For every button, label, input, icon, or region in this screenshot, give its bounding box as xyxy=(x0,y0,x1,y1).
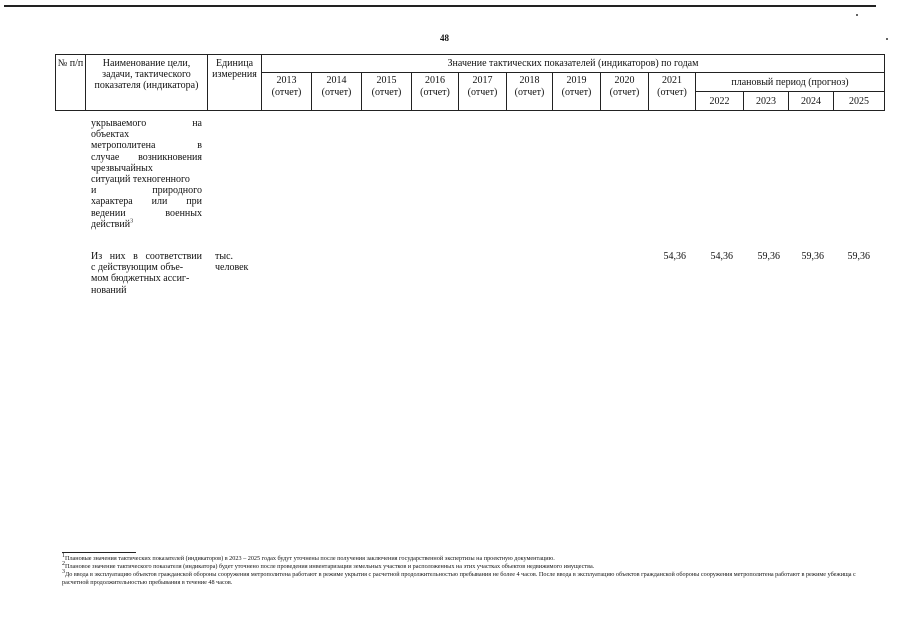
name-word: характера xyxy=(91,196,133,208)
name-word: военных xyxy=(165,207,202,219)
header-year-label: 2014 xyxy=(326,75,347,86)
page-number: 48 xyxy=(440,33,449,43)
header-plan-year-2023: 2023 xyxy=(744,92,789,111)
footnote-separator xyxy=(62,552,136,553)
name-line xyxy=(91,219,202,230)
header-year-note: (отчет) xyxy=(321,87,352,98)
header-year-2013 xyxy=(262,73,312,111)
footnote-2: $^2$Плановое значение тактического показателя (индикатора) будет уточнено после проведения инвентаризации земельных участков и расположенных на этих участках объектов недвижимого имущества. xyxy=(62,560,595,570)
header-year-note: (отчет) xyxy=(657,87,687,98)
name-line xyxy=(91,273,202,284)
header-col-number: № п/п xyxy=(56,55,86,111)
scan-speck xyxy=(886,38,888,40)
name-word: случае xyxy=(91,151,120,163)
name-line xyxy=(91,129,202,140)
header-year-label: 2013 xyxy=(276,75,297,86)
header-year-note: (отчет) xyxy=(467,87,498,98)
header-year-label: 2021 xyxy=(662,75,682,86)
name-word: на xyxy=(192,118,202,129)
name-line xyxy=(91,285,202,296)
value-2025: 59,36 xyxy=(847,251,870,262)
header-year-2020 xyxy=(601,73,649,111)
footnote-3: $^3$До ввода в эксплуатацию объектов гражданской обороны сооружения метрополитена работают в режиме укрытия с расчетной продолжительностью пребывания не более 4 часов. После ввода в эксплуатацию объектов гражданской обороны сооружения метрополитена работают в режиме убежища с расчетной продолжительностью пребывания в течение 48 часов. xyxy=(62,568,856,586)
header-year-note: (отчет) xyxy=(514,87,545,98)
name-word: объектах xyxy=(91,129,130,141)
header-year-2019 xyxy=(553,73,601,111)
name-word: с действующим объе- xyxy=(91,262,184,274)
value-2022: 54,36 xyxy=(710,251,733,262)
name-word: мом бюджетных ассиг- xyxy=(91,273,190,285)
footnote-1: $^1$Плановые значения тактических показателей (индикаторов) в 2023 – 2025 годах будут уточнены после получения заключения государственной экспертизы на проектную документацию. xyxy=(62,552,555,562)
header-year-2017 xyxy=(459,73,507,111)
name-line xyxy=(91,208,202,219)
header-year-label: 2015 xyxy=(376,75,397,86)
header-year-note: (отчет) xyxy=(371,87,402,98)
name-word: ситуаций техногенного xyxy=(91,174,190,186)
name-word: или xyxy=(151,196,168,208)
name-word: Из xyxy=(91,251,103,262)
header-plan-year-2022: 2022 xyxy=(696,92,744,111)
name-word: нований xyxy=(91,284,127,296)
indicators-table-header xyxy=(55,54,885,111)
name-word: возникновения xyxy=(138,151,202,163)
header-col-name: Наименование цели, задачи, тактического показателя (индикатора) xyxy=(86,55,208,111)
header-plan-year-2025: 2025 xyxy=(834,92,885,111)
indicator-unit: тыс. человек xyxy=(215,251,249,274)
header-year-2018 xyxy=(507,73,553,111)
header-year-2014 xyxy=(312,73,362,111)
header-year-note: (отчет) xyxy=(271,87,302,98)
name-word: в xyxy=(133,251,138,262)
name-line xyxy=(91,251,202,262)
header-year-2021 xyxy=(649,73,696,111)
value-2024: 59,36 xyxy=(801,251,824,262)
header-year-label: 2020 xyxy=(614,75,635,86)
name-word: ведении xyxy=(91,207,126,219)
header-plan-period: плановый период (прогноз) xyxy=(696,73,885,92)
name-line xyxy=(91,174,202,185)
name-word: природного xyxy=(152,185,202,197)
header-year-label: 2019 xyxy=(566,75,587,86)
value-2023: 59,36 xyxy=(757,251,780,262)
name-word: при xyxy=(186,196,202,208)
name-line xyxy=(91,163,202,174)
footnote-mark: 3 xyxy=(130,218,134,225)
header-plan-year-2024: 2024 xyxy=(789,92,834,111)
header-year-2016 xyxy=(412,73,459,111)
header-year-note: (отчет) xyxy=(420,87,450,98)
value-2021: 54,36 xyxy=(663,251,686,262)
name-word: соответствии xyxy=(145,251,202,262)
header-year-2015 xyxy=(362,73,412,111)
indicator-name-budget-funded xyxy=(91,251,202,296)
name-word: них xyxy=(109,251,126,262)
name-line xyxy=(91,185,202,196)
header-year-note: (отчет) xyxy=(561,87,592,98)
name-line xyxy=(91,262,202,273)
header-col-unit: Единица измерения xyxy=(208,55,262,111)
name-word: действий$^3$ xyxy=(91,218,134,230)
name-line xyxy=(91,196,202,207)
scan-speck xyxy=(856,14,858,16)
header-values-group: Значение тактических показателей (индикаторов) по годам xyxy=(262,55,885,73)
name-line xyxy=(91,152,202,163)
header-year-label: 2017 xyxy=(472,75,493,86)
name-word: укрываемого xyxy=(91,118,147,129)
name-word: метрополитена xyxy=(91,140,156,152)
name-line xyxy=(91,118,202,129)
top-border-line xyxy=(4,5,876,7)
name-word: в xyxy=(197,140,202,152)
header-year-label: 2016 xyxy=(425,75,445,86)
indicator-name-sheltered-passengers xyxy=(91,118,202,230)
name-line xyxy=(91,140,202,151)
header-year-label: 2018 xyxy=(519,75,540,86)
name-word: и xyxy=(91,185,97,197)
name-word: чрезвычайных xyxy=(91,162,153,174)
header-year-note: (отчет) xyxy=(609,87,640,98)
